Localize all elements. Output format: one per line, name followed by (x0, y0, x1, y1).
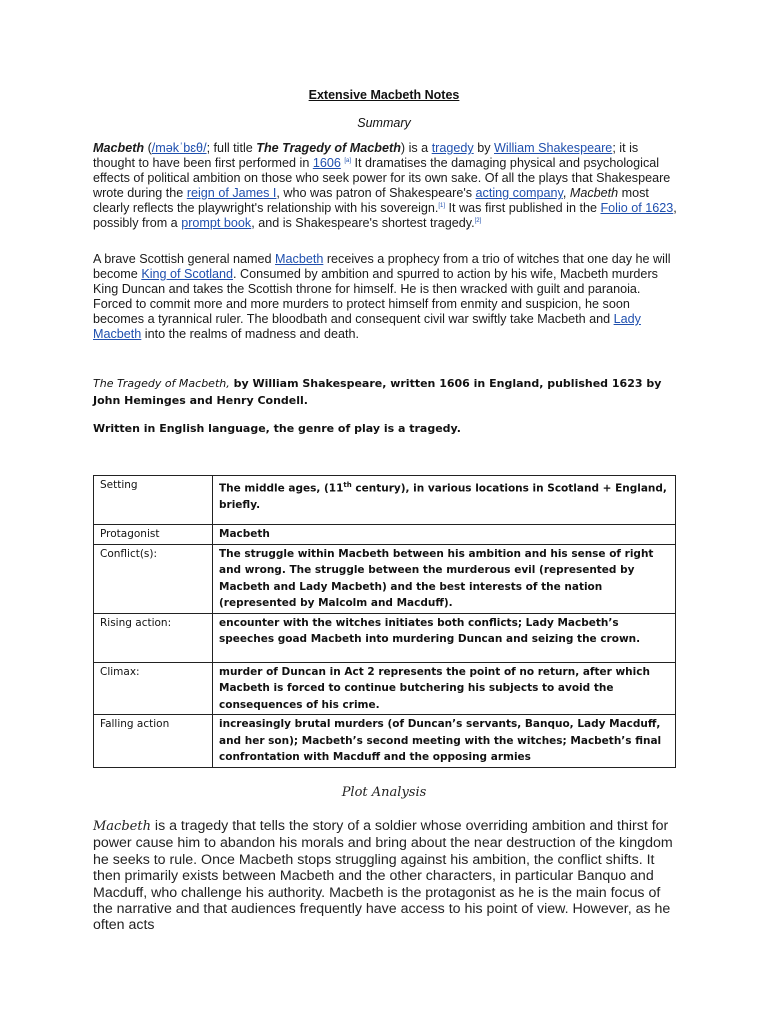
text-run: most clearly reflects the playwright's relationship with his sovereign. (93, 186, 649, 215)
italic-title: Macbeth (93, 819, 151, 834)
text-run: ; it is thought to have been first performed in (93, 141, 639, 170)
italic-title: Macbeth (569, 186, 619, 200)
intro-title: Macbeth (93, 141, 145, 155)
pronunciation-link[interactable]: /məkˈbɛθ/ (151, 141, 207, 155)
page-title: Extensive Macbeth Notes (308, 88, 460, 102)
footnote-2-link[interactable]: [2] (474, 217, 482, 224)
row-label: Protagonist (94, 525, 213, 545)
text-run: , who was patron of Shakespeare's (276, 186, 476, 200)
analysis-text: is a tragedy that tells the story of a soldier whose overriding ambition and thirst for power cause him to abandon his morals and bring about the near destruction of the kingdom he seeks to rule. Once Macbeth stops struggling against his ambition, the conflict shifts. It then primarily exists between Macbeth and the other characters, in particular Banquo and Macduff, who challenge his authority. Macbeth is the protagonist as he is the main focus of the narrative and that audiences frequently have access to his point of view. However, as he often acts (93, 818, 673, 934)
text-run: . Consumed by ambition and spurred to action by his wife, Macbeth murders King Duncan and takes the Scottish throne for himself. He is then wracked with guilt and paranoia. Forced to commit more and more murders to protect himself from enmity and suspicion, he soon becomes a tyrannical ruler. The bloodbath and consequent civil war swiftly take Macbeth and (93, 267, 658, 326)
text-run: receives a prophecy from a trio of witches that one day he will become (93, 252, 671, 281)
footnote-a-link[interactable]: [a] (344, 157, 352, 164)
text-run: by (473, 141, 495, 155)
text-run: , possibly from a (93, 201, 677, 230)
row-value (213, 476, 676, 525)
text-run: ( (144, 141, 152, 155)
plot-paragraph (93, 252, 683, 342)
tragedy-link[interactable]: tragedy (431, 141, 474, 155)
section-heading-summary: Summary (357, 116, 411, 130)
intro-paragraph (93, 141, 683, 231)
publication-detail: by William Shakespeare, written 1606 in England, published 1623 by John Heminges and Henry Condell. (93, 377, 662, 407)
footnote-1-link[interactable]: [1] (438, 202, 446, 209)
text-run: into the realms of madness and death. (141, 327, 360, 341)
james-i-link[interactable]: reign of James I (186, 186, 277, 200)
row-value: The struggle within Macbeth between his ambition and his sense of right and wrong. The struggle between the murderous evil (represented by Macbeth and Lady Macbeth) and the best interests of the nation (represented by Malcolm and Macduff). (213, 544, 676, 613)
table-row (94, 544, 676, 613)
table-row (94, 662, 676, 715)
prompt-book-link[interactable]: prompt book (181, 216, 252, 230)
row-value: encounter with the witches initiates both conflicts; Lady Macbeth’s speeches goad Macbeth into murdering Duncan and seizing the crown. (213, 613, 676, 662)
macbeth-link[interactable]: Macbeth (275, 252, 324, 266)
value-text: century), in various locations in Scotland + England, briefly. (219, 482, 667, 511)
row-label: Falling action (94, 715, 213, 768)
value-text: The middle ages, (11 (219, 482, 344, 495)
text-run: A brave Scottish general named (93, 252, 276, 266)
text-run: It dramatises the damaging physical and psychological effects of political ambition on those who seek power for its own sake. Of all the plays that Shakespeare wrote during the (93, 156, 671, 200)
story-elements-table (93, 475, 676, 768)
row-label: Rising action: (94, 613, 213, 662)
text-run: , and is Shakespeare's shortest tragedy. (251, 216, 475, 230)
publication-facts (93, 375, 678, 409)
text-run: ) is a (400, 141, 432, 155)
text-run: It was first published in the (445, 201, 601, 215)
text-run: ; full title (206, 141, 257, 155)
row-value: Macbeth (213, 525, 676, 545)
text-run: , (562, 186, 570, 200)
row-value: increasingly brutal murders (of Duncan’s servants, Banquo, Lady Macduff, and her son); Macbeth’s second meeting with the witches; Macbeth’s final confrontation with Macduff and the opposing armies (213, 715, 676, 768)
shakespeare-link[interactable]: William Shakespeare (494, 141, 613, 155)
folio-link[interactable]: Folio of 1623 (600, 201, 674, 215)
plot-analysis-heading: Plot Analysis (341, 785, 427, 800)
plot-analysis-paragraph (93, 818, 683, 934)
table-row (94, 525, 676, 545)
row-label: Conflict(s): (94, 544, 213, 613)
table-row (94, 715, 676, 768)
table-row (94, 613, 676, 662)
lady-macbeth-link[interactable]: Lady Macbeth (93, 312, 641, 341)
ordinal-suffix: th (343, 481, 352, 489)
king-of-scotland-link[interactable]: King of Scotland (141, 267, 234, 281)
year-1606-link[interactable]: 1606 (312, 156, 341, 170)
table-row (94, 476, 676, 525)
full-title: The Tragedy of Macbeth (256, 141, 401, 155)
acting-company-link[interactable]: acting company (475, 186, 563, 200)
language-genre-line: Written in English language, the genre of play is a tragedy. (93, 422, 461, 435)
play-title: The Tragedy of Macbeth, (93, 377, 230, 390)
row-value: murder of Duncan in Act 2 represents the point of no return, after which Macbeth is forced to continue butchering his subjects to avoid the consequences of his crime. (213, 662, 676, 715)
row-label: Climax: (94, 662, 213, 715)
row-label: Setting (94, 476, 213, 525)
